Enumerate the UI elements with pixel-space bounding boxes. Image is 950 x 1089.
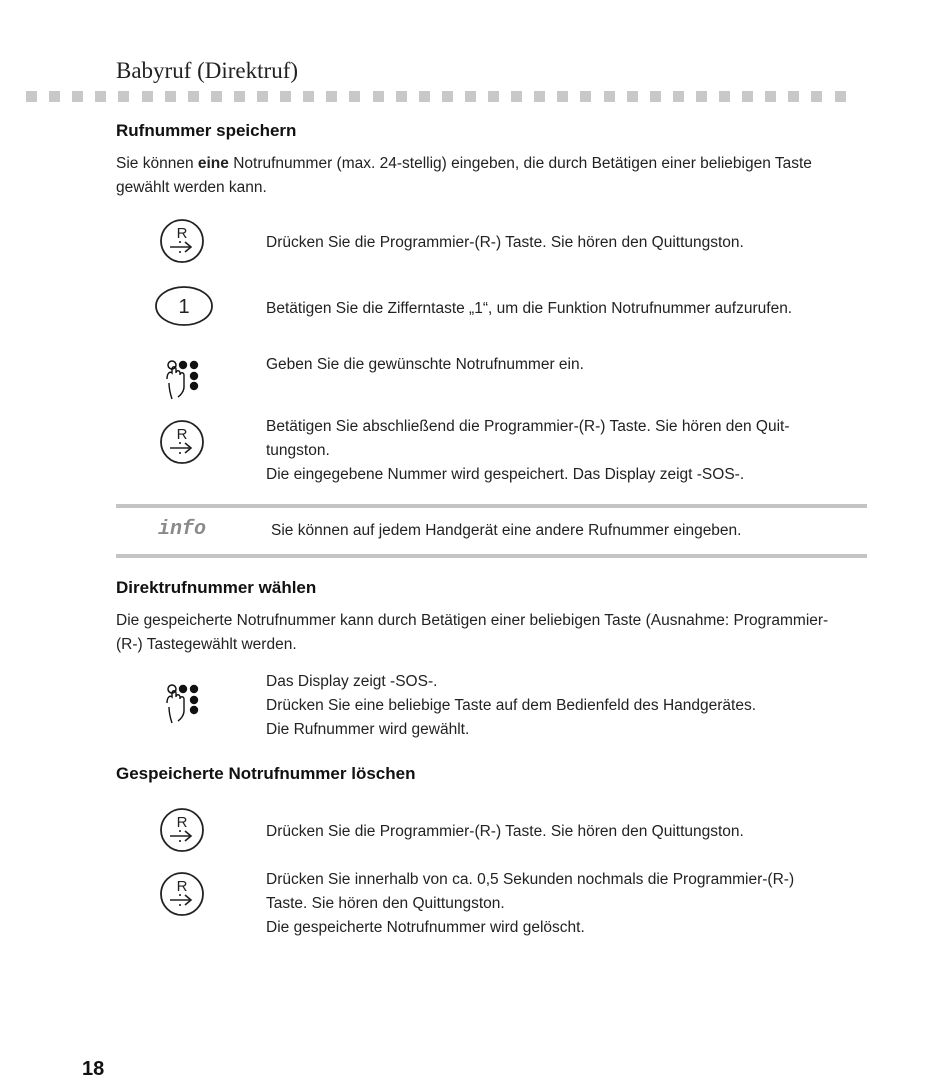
- step-line: Taste. Sie hören den Quittungston.: [266, 895, 505, 912]
- intro-text: Notrufnummer (max. 24-stellig) eingeben, die durch Betätigen einer beliebigen Taste gewählt werden kann.: [116, 155, 812, 196]
- section-intro-save: [116, 152, 866, 200]
- key-label: 1: [178, 296, 190, 318]
- divider-dot: [719, 91, 730, 102]
- step-line: Betätigen Sie die Zifferntaste „1“, um die Funktion Notrufnummer aufzurufen.: [266, 300, 793, 317]
- divider-dot: [396, 91, 407, 102]
- r-key-icon: [158, 418, 206, 466]
- divider-dot: [604, 91, 615, 102]
- divider-dot: [765, 91, 776, 102]
- divider-dot: [419, 91, 430, 102]
- divider-dot: [349, 91, 360, 102]
- divider-dot: [188, 91, 199, 102]
- r-key-icon: [158, 217, 206, 265]
- page-title: Babyruf (Direktruf): [116, 58, 299, 83]
- step-text: [266, 868, 856, 940]
- divider-dot: [696, 91, 707, 102]
- intro-text: Sie können: [116, 155, 198, 172]
- divider-dot: [580, 91, 591, 102]
- step-line: Das Display zeigt -SOS-.: [266, 673, 438, 690]
- divider-dot: [49, 91, 60, 102]
- divider-dot: [557, 91, 568, 102]
- step-line: tungston.: [266, 442, 330, 459]
- step-line: Betätigen Sie abschließend die Programmier-(R-) Taste. Sie hören den Quit-: [266, 418, 790, 435]
- section-heading-dial: Direktrufnummer wählen: [116, 578, 317, 597]
- step-line: Geben Sie die gewünschte Notrufnummer ein.: [266, 356, 584, 373]
- step-text: [266, 820, 856, 844]
- divider-dot: [534, 91, 545, 102]
- step-line: Drücken Sie die Programmier-(R-) Taste. Sie hören den Quittungston.: [266, 234, 744, 251]
- step-line: Die Rufnummer wird gewählt.: [266, 721, 470, 738]
- step-text: [266, 670, 856, 742]
- divider-dot: [257, 91, 268, 102]
- divider-dot: [26, 91, 37, 102]
- dotted-divider: [26, 91, 856, 103]
- step-line: Drücken Sie eine beliebige Taste auf dem Bedienfeld des Handgerätes.: [266, 697, 757, 714]
- section-heading-save: Rufnummer speichern: [116, 121, 297, 140]
- step-line: Die eingegebene Nummer wird gespeichert. Das Display zeigt -SOS-.: [266, 466, 745, 483]
- key-label: R: [176, 426, 188, 443]
- step-text: [266, 297, 856, 321]
- r-key-icon: [158, 870, 206, 918]
- digit-1-key-icon: [154, 285, 214, 327]
- keypad-entry-icon: [164, 357, 210, 403]
- info-text: Sie können auf jedem Handgerät eine andere Rufnummer eingeben.: [271, 522, 742, 539]
- info-rule-top: [116, 504, 867, 508]
- key-label: R: [176, 878, 188, 895]
- step-text: [266, 353, 856, 377]
- intro-line: (R-) Tastegewählt werden.: [116, 636, 297, 653]
- divider-dot: [650, 91, 661, 102]
- divider-dot: [118, 91, 129, 102]
- divider-dot: [95, 91, 106, 102]
- info-label: info: [158, 518, 207, 541]
- divider-dot: [326, 91, 337, 102]
- divider-dot: [788, 91, 799, 102]
- divider-dot: [627, 91, 638, 102]
- divider-dot: [303, 91, 314, 102]
- section-intro-dial: [116, 609, 866, 657]
- divider-dot: [142, 91, 153, 102]
- divider-dot: [72, 91, 83, 102]
- key-label: R: [176, 225, 188, 242]
- step-text: [266, 415, 856, 487]
- key-label: R: [176, 814, 188, 831]
- divider-dot: [673, 91, 684, 102]
- page-number: 18: [82, 1058, 105, 1080]
- step-line: Die gespeicherte Notrufnummer wird gelöscht.: [266, 919, 585, 936]
- divider-dot: [488, 91, 499, 102]
- step-line: Drücken Sie die Programmier-(R-) Taste. Sie hören den Quittungston.: [266, 823, 744, 840]
- intro-emphasis: eine: [197, 155, 229, 172]
- info-rule-bottom: [116, 554, 867, 558]
- r-key-icon: [158, 806, 206, 854]
- step-line: Drücken Sie innerhalb von ca. 0,5 Sekunden nochmals die Programmier-(R-): [266, 871, 795, 888]
- divider-dot: [234, 91, 245, 102]
- divider-dot: [373, 91, 384, 102]
- divider-dot: [165, 91, 176, 102]
- intro-line: Die gespeicherte Notrufnummer kann durch Betätigen einer beliebigen Taste (Ausnahme: Programmier-: [116, 612, 829, 629]
- divider-dot: [742, 91, 753, 102]
- divider-dot: [211, 91, 222, 102]
- keypad-entry-icon: [164, 681, 210, 727]
- divider-dot: [835, 91, 846, 102]
- divider-dot: [465, 91, 476, 102]
- section-heading-delete: Gespeicherte Notrufnummer löschen: [116, 764, 416, 783]
- divider-dot: [811, 91, 822, 102]
- divider-dot: [280, 91, 291, 102]
- divider-dot: [442, 91, 453, 102]
- step-text: [266, 231, 856, 255]
- divider-dot: [511, 91, 522, 102]
